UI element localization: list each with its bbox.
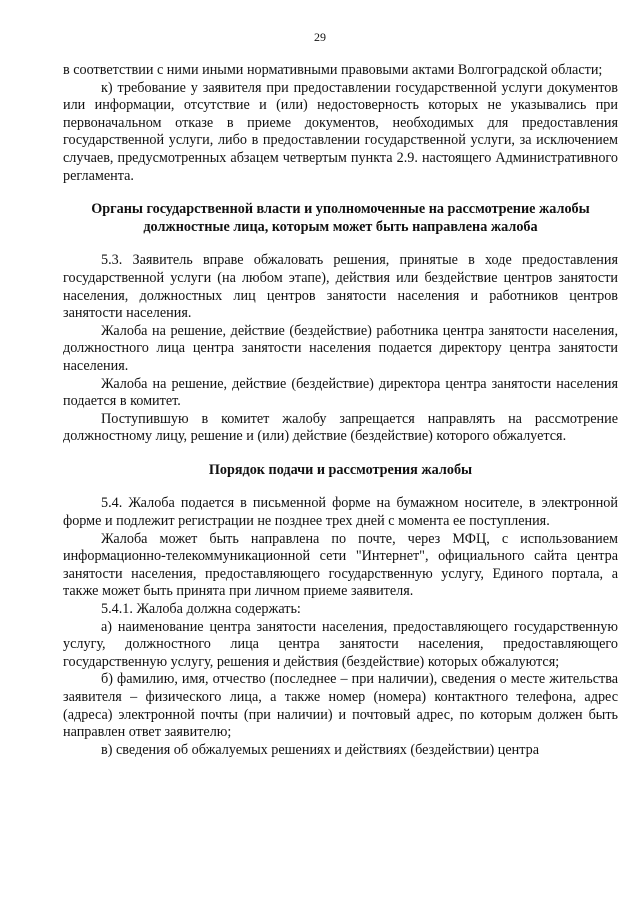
paragraph-committee: Поступившую в комитет жалобу запрещается направлять на рассмотрение должностному лицу, решение и (или) действие (бездействие) которого обжалуется. xyxy=(63,410,618,445)
paragraph-submission-channels: Жалоба может быть направлена по почте, через МФЦ, с использованием информационно-телекоммуникационной сети "Интернет", официального сайта центра занятости населения, предоставляющего государственную услугу, Единого портала, а также может быть принята при личном приеме заявителя. xyxy=(63,530,618,600)
section-heading-procedure: Порядок подачи и рассмотрения жалобы xyxy=(208,461,473,478)
paragraph-complaint-director: Жалоба на решение, действие (бездействие) директора центра занятости населения подается в комитет. xyxy=(63,375,618,410)
section-heading-authorities: Органы государственной власти и уполномоченные на рассмотрение жалобы должностные лица, которым может быть направлена жалоба xyxy=(91,201,590,235)
paragraph-5-3: 5.3. Заявитель вправе обжаловать решения, принятые в ходе предоставления государственной услуги (на любом этапе), действия или бездействие центров занятости населения, должностных лиц центров занятости населения и работников центров занятости населения. xyxy=(63,252,618,322)
paragraph-5-4-1: 5.4.1. Жалоба должна содержать: xyxy=(101,601,301,618)
list-item-b: б) фамилию, имя, отчество (последнее – при наличии), сведения о месте жительства заявителя – физического лица, а также номер (номера) контактного телефона, адрес (адреса) электронной почты (при наличии) и почтовый адрес, по которым должен быть направлен ответ заявителю; xyxy=(63,671,618,741)
list-item-a: а) наименование центра занятости населения, предоставляющего государственную услугу, должностного лица центра занятости населения, предоставляющего государственную услугу, решения и действия (бездействие) которых обжалуются; xyxy=(63,618,618,670)
document-body xyxy=(63,62,618,759)
page-number: 29 xyxy=(314,30,326,44)
paragraph-5-4: 5.4. Жалоба подается в письменной форме на бумажном носителе, в электронной форме и подлежит регистрации не позднее трех дней с момента ее поступления. xyxy=(63,495,618,530)
paragraph-item-k: к) требование у заявителя при предоставлении государственной услуги документов или информации, отсутствие и (или) недостоверность которых не указывались при первоначальном отказе в приеме документов, необходимых для предоставления государственной услуги, либо в предоставлении государственной услуги, за исключением случаев, предусмотренных абзацем четвертым пункта 2.9. настоящего Административного регламента. xyxy=(63,79,618,184)
paragraph-intro: в соответствии с ними иными нормативными правовыми актами Волгоградской области; xyxy=(63,62,603,78)
paragraph-complaint-worker: Жалоба на решение, действие (бездействие) работника центра занятости населения, должностного лица центра занятости населения подается директору центра занятости населения. xyxy=(63,322,618,374)
list-item-v: в) сведения об обжалуемых решениях и действиях (бездействии) центра xyxy=(101,741,539,758)
